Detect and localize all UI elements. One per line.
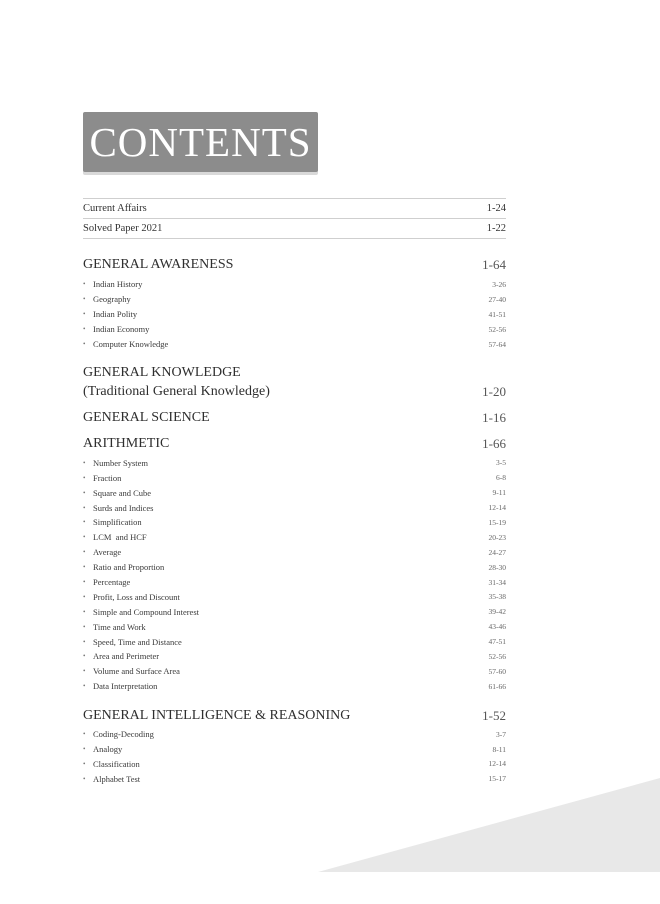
section-title: ARITHMETIC xyxy=(83,436,170,452)
item-pages: 47-51 xyxy=(488,637,506,647)
item-pages: 57-64 xyxy=(488,339,506,349)
item-pages: 12-14 xyxy=(488,503,506,513)
bullet-icon: • xyxy=(83,607,86,616)
list-item[interactable] xyxy=(83,307,506,322)
bullet-icon: • xyxy=(83,730,86,739)
bullet-icon: • xyxy=(83,652,86,661)
item-pages: 52-56 xyxy=(488,324,506,334)
item-title: Speed, Time and Distance xyxy=(93,636,182,647)
entry-pages: 1-22 xyxy=(486,223,506,234)
bullet-icon: • xyxy=(83,592,86,601)
table-of-contents xyxy=(83,198,506,786)
item-title: Analogy xyxy=(93,744,123,755)
list-item[interactable] xyxy=(83,604,506,619)
item-pages: 3-7 xyxy=(496,729,506,739)
entry-pages: 1-24 xyxy=(486,203,506,214)
reasoning-list xyxy=(83,727,506,787)
list-item[interactable] xyxy=(83,664,506,679)
item-pages: 41-51 xyxy=(488,309,506,319)
arithmetic-list xyxy=(83,455,506,693)
section-title: GENERAL SCIENCE xyxy=(83,410,210,426)
bullet-icon: • xyxy=(83,310,86,319)
list-item[interactable] xyxy=(83,485,506,500)
item-pages: 57-60 xyxy=(488,666,506,676)
item-title: Ratio and Proportion xyxy=(93,562,165,573)
item-title: Indian History xyxy=(93,279,143,290)
bullet-icon: • xyxy=(83,667,86,676)
item-pages: 15-19 xyxy=(488,517,506,527)
list-item[interactable] xyxy=(83,277,506,292)
bullet-icon: • xyxy=(83,682,86,691)
item-title: Fraction xyxy=(93,472,122,483)
item-pages: 35-38 xyxy=(488,592,506,602)
section-pages: 1-16 xyxy=(482,410,506,426)
list-item[interactable] xyxy=(83,322,506,337)
item-title: Alphabet Test xyxy=(93,773,141,784)
section-pages: 1-64 xyxy=(482,257,506,272)
list-item[interactable] xyxy=(83,530,506,545)
list-item[interactable] xyxy=(83,727,506,742)
item-title: Simple and Compound Interest xyxy=(93,606,200,617)
list-item[interactable] xyxy=(83,771,506,786)
list-item[interactable] xyxy=(83,292,506,307)
bullet-icon: • xyxy=(83,503,86,512)
bullet-icon: • xyxy=(83,759,86,768)
section-arithmetic[interactable] xyxy=(83,436,506,452)
list-item[interactable] xyxy=(83,679,506,694)
bullet-icon: • xyxy=(83,533,86,542)
item-pages: 12-14 xyxy=(488,759,506,769)
list-item[interactable] xyxy=(83,742,506,757)
item-title: Average xyxy=(93,547,122,558)
item-title: Area and Perimeter xyxy=(93,651,160,662)
item-title: Simplification xyxy=(93,517,142,528)
bullet-icon: • xyxy=(83,578,86,587)
item-title: Time and Work xyxy=(93,621,146,632)
bullet-icon: • xyxy=(83,325,86,334)
item-title: Data Interpretation xyxy=(93,681,158,692)
section-general-knowledge[interactable] xyxy=(83,365,506,400)
item-title: Geography xyxy=(93,294,131,305)
item-pages: 9-11 xyxy=(492,488,506,498)
list-item[interactable] xyxy=(83,337,506,352)
bullet-icon: • xyxy=(83,280,86,289)
item-pages: 27-40 xyxy=(488,294,506,304)
item-pages: 15-17 xyxy=(488,774,506,784)
page-title: CONTENTS xyxy=(89,118,312,165)
section-pages: 1-20 xyxy=(482,384,506,400)
item-title: Computer Knowledge xyxy=(93,339,169,349)
list-item[interactable] xyxy=(83,589,506,604)
list-item[interactable] xyxy=(83,545,506,560)
section-title: GENERAL INTELLIGENCE & REASONING xyxy=(83,707,351,723)
bullet-icon: • xyxy=(83,637,86,646)
section-pages: 1-52 xyxy=(482,707,506,723)
item-title: Square and Cube xyxy=(93,487,152,498)
list-item[interactable] xyxy=(83,560,506,575)
bullet-icon: • xyxy=(83,548,86,557)
item-title: Volume and Surface Area xyxy=(93,666,180,677)
bullet-icon: • xyxy=(83,458,86,467)
item-title: Percentage xyxy=(93,577,131,588)
contents-banner xyxy=(83,112,318,172)
bullet-icon: • xyxy=(83,745,86,754)
item-pages: 8-11 xyxy=(492,744,506,754)
bullet-icon: • xyxy=(83,473,86,482)
list-item[interactable] xyxy=(83,500,506,515)
bullet-icon: • xyxy=(83,774,86,783)
item-title: Profit, Loss and Discount xyxy=(93,591,180,602)
item-title: Number System xyxy=(93,457,149,468)
item-pages: 24-27 xyxy=(488,547,506,557)
section-title: GENERAL KNOWLEDGE xyxy=(83,365,241,381)
list-item[interactable] xyxy=(83,470,506,485)
item-pages: 52-56 xyxy=(488,651,506,661)
item-title: LCM and HCF xyxy=(93,532,147,543)
bullet-icon: • xyxy=(83,295,86,304)
bullet-icon: • xyxy=(83,563,86,572)
toc-entry-current-affairs[interactable] xyxy=(83,198,506,218)
bullet-icon: • xyxy=(83,340,86,348)
section-general-science[interactable] xyxy=(83,410,506,426)
item-pages: 43-46 xyxy=(488,622,506,632)
section-general-awareness[interactable] xyxy=(83,257,506,273)
section-pages: 1-66 xyxy=(482,436,506,452)
list-item[interactable] xyxy=(83,649,506,664)
list-item[interactable] xyxy=(83,575,506,590)
entry-title: Solved Paper 2021 xyxy=(83,223,163,234)
entry-title: Current Affairs xyxy=(83,203,147,214)
item-title: Indian Polity xyxy=(93,309,138,320)
item-title: Classification xyxy=(93,758,140,769)
toc-entry-solved-paper[interactable] xyxy=(83,218,506,239)
section-reasoning[interactable] xyxy=(83,708,506,724)
section-title: GENERAL AWARENESS xyxy=(83,257,234,272)
bullet-icon: • xyxy=(83,622,86,631)
item-title: Surds and Indices xyxy=(93,502,154,513)
list-item[interactable] xyxy=(83,756,506,771)
general-awareness-list xyxy=(83,277,506,351)
item-title: Indian Economy xyxy=(93,324,150,335)
list-item[interactable] xyxy=(83,634,506,649)
item-title: Coding-Decoding xyxy=(93,729,154,740)
item-pages: 31-34 xyxy=(488,577,506,587)
item-pages: 39-42 xyxy=(488,607,506,617)
list-item[interactable] xyxy=(83,515,506,530)
bullet-icon: • xyxy=(83,488,86,497)
list-item[interactable] xyxy=(83,619,506,634)
item-pages: 6-8 xyxy=(496,473,506,483)
bullet-icon: • xyxy=(83,518,86,527)
item-pages: 20-23 xyxy=(488,532,506,542)
item-pages: 3-26 xyxy=(492,279,506,289)
list-item[interactable] xyxy=(83,455,506,470)
section-subtitle: (Traditional General Knowledge) xyxy=(83,384,270,400)
item-pages: 28-30 xyxy=(488,562,506,572)
item-pages: 3-5 xyxy=(496,458,506,468)
item-pages: 61-66 xyxy=(488,681,506,691)
